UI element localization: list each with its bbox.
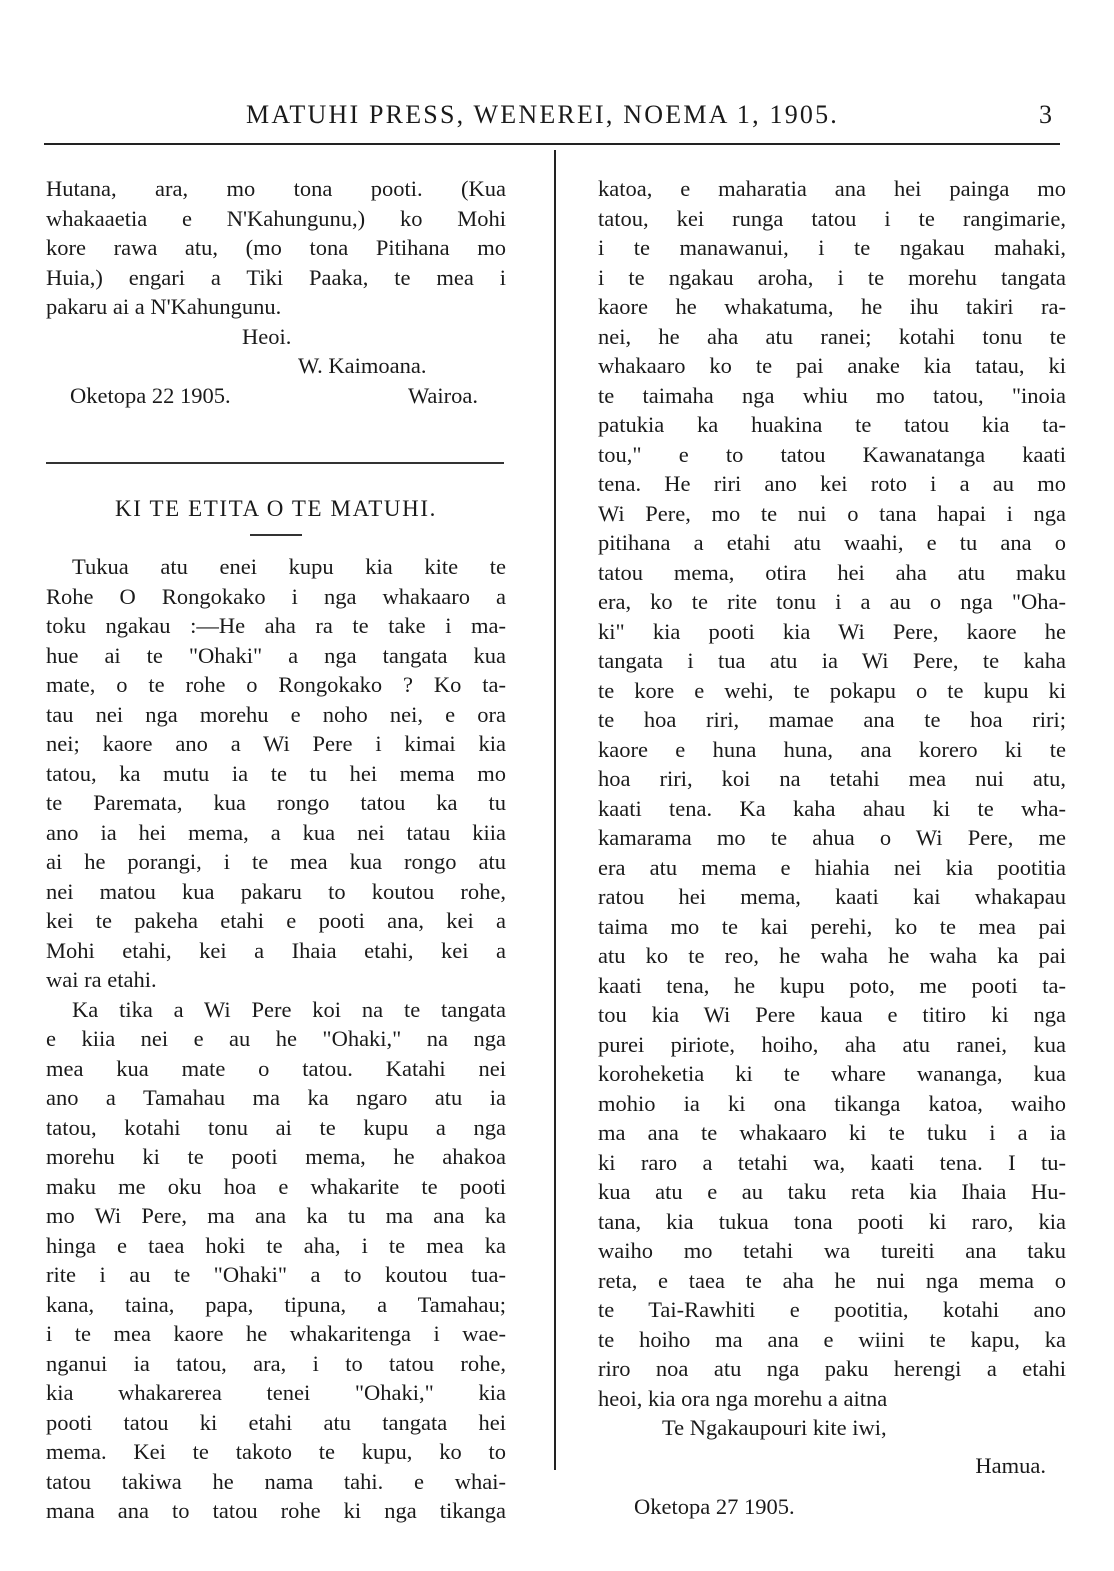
- text-line: kana, taina, papa, tipuna, a Tamahau;: [46, 1291, 506, 1317]
- text-line: kaore e huna huna, ana korero ki te: [598, 736, 1066, 762]
- right-column: [598, 174, 1066, 1522]
- text-line: pooti tatou ki etahi atu tangata hei: [46, 1409, 506, 1435]
- text-line: nganui ia tatou, ara, i to tatou rohe,: [46, 1350, 506, 1376]
- text-line: tana, kia tukua tona pooti ki raro, kia: [598, 1208, 1066, 1234]
- text-line: ki raro a tetahi wa, kaati tena. I tu-: [598, 1149, 1066, 1175]
- letter-closing: Heoi.: [242, 323, 292, 349]
- text-line: Hutana, ara, mo tona pooti. (Kua: [46, 176, 506, 201]
- text-line: heoi, kia ora nga morehu a aitna: [598, 1385, 888, 1411]
- paragraph-2: [46, 995, 506, 1526]
- letter-kaimoana: [46, 174, 506, 410]
- text-line: kei te pakeha etahi e pooti ana, kei a: [46, 908, 506, 933]
- text-line: te hoiho ma ana e wiini te kapu, ka: [598, 1326, 1066, 1352]
- text-line: te taimaha nga whiu mo tatou, "inoia: [598, 382, 1066, 408]
- text-line: tatou, kotahi tonu ai te kupu a nga: [46, 1114, 506, 1140]
- text-line: hinga e taea hoki te aha, i te mea ka: [46, 1232, 506, 1258]
- text-line: i te mea kaore he whakaritenga i wae-: [46, 1321, 506, 1346]
- text-line: tatou mema, otira hei aha atu maku: [598, 559, 1066, 585]
- text-line: Wi Pere, mo te nui o tana hapai i nga: [598, 500, 1066, 526]
- text-line: e kiia nei e au he "Ohaki," na nga: [46, 1026, 506, 1051]
- text-line: kore rawa atu, (mo tona Pitihana mo: [46, 235, 506, 260]
- text-line: kaore he whakatuma, he ihu takiri ra-: [598, 294, 1066, 319]
- text-line: tangata i tua atu ia Wi Pere, te kaha: [598, 648, 1066, 673]
- text-line: ano ia hei mema, a kua nei tatau kiia: [46, 819, 506, 845]
- letter-dateline: [46, 381, 506, 411]
- column-divider: [554, 150, 556, 1470]
- text-line: kia whakarerea tenei "Ohaki," kia: [46, 1380, 506, 1405]
- text-line: mema. Kei te takoto te kupu, ko to: [46, 1439, 506, 1464]
- text-line: whakaaetia e N'Kahungunu,) ko Mohi: [46, 205, 506, 231]
- text-line: morehu ki te pooti mema, he ahakoa: [46, 1144, 506, 1169]
- header-rule: [44, 143, 1060, 145]
- text-line: mo Wi Pere, ma ana ka tu ma ana ka: [46, 1203, 506, 1228]
- page-number: 3: [1039, 100, 1052, 129]
- text-line: patukia ka huakina te tatou kia ta-: [598, 412, 1066, 437]
- text-line: i te ngakau aroha, i te morehu tangata: [598, 264, 1066, 290]
- text-line: tau nei nga morehu e noho nei, e ora: [46, 701, 506, 727]
- text-line: te hoa riri, mamae ana te hoa riri;: [598, 707, 1066, 732]
- text-line: Rohe O Rongokako i nga whakaaro a: [46, 583, 506, 609]
- text-line: waiho mo tetahi wa tureiti ana taku: [598, 1238, 1066, 1263]
- text-line: atu ko te reo, he waha he waha ka pai: [598, 943, 1066, 968]
- text-line: nei matou kua pakaru to koutou rohe,: [46, 878, 506, 904]
- text-line: purei piriote, hoiho, aha atu ranei, kua: [598, 1031, 1066, 1057]
- text-line: tena. He riri ano kei roto i a au mo: [598, 471, 1066, 496]
- text-line: tatou, kei runga tatou i te rangimarie,: [598, 205, 1066, 231]
- text-line: te kore e wehi, te pokapu o te kupu ki: [598, 677, 1066, 703]
- text-line: mohio ia ki ona tikanga katoa, waiho: [598, 1090, 1066, 1116]
- text-line: mate, o te rohe o Rongokako ? Ko ta-: [46, 672, 506, 697]
- letter-date: Oketopa 27 1905.: [634, 1494, 795, 1519]
- text-line: nei, he aha atu ranei; kotahi tonu te: [598, 323, 1066, 349]
- text-line: tatou, ka mutu ia te tu hei mema mo: [46, 760, 506, 786]
- letter-closing: Te Ngakaupouri kite iwi,: [662, 1415, 887, 1440]
- text-line: te Tai-Rawhiti e pootitia, kotahi ano: [598, 1297, 1066, 1322]
- text-line: riro noa atu nga paku herengi a etahi: [598, 1356, 1066, 1381]
- text-line: i te manawanui, i te ngakau mahaki,: [598, 235, 1066, 260]
- text-line: era, ko te rite tonu i a au o nga "Oha-: [598, 589, 1066, 614]
- text-line: ano a Tamahau ma ka ngaro atu ia: [46, 1085, 506, 1110]
- text-line: te Paremata, kua rongo tatou ka tu: [46, 790, 506, 815]
- left-column: [46, 174, 506, 1526]
- text-line: kua atu e au taku reta kia Ihaia Hu-: [598, 1179, 1066, 1204]
- text-line: kaati tena. Ka kaha ahau ki te wha-: [598, 795, 1066, 821]
- text-line: nei; kaore ano a Wi Pere i kimai kia: [46, 731, 506, 756]
- text-line: koroheketia ki te whare wananga, kua: [598, 1061, 1066, 1086]
- letter-signature: Hamua.: [975, 1452, 1046, 1478]
- page-header: [40, 96, 1070, 140]
- text-line: toku ngakau :—He aha ra te take i ma-: [46, 613, 506, 638]
- text-line: Ka tika a Wi Pere koi na te tangata: [72, 996, 506, 1022]
- text-line: kaati tena, he kupu poto, me pooti ta-: [598, 972, 1066, 998]
- headline-rule: [250, 534, 302, 536]
- text-line: era atu mema e hiahia nei kia pootitia: [598, 854, 1066, 880]
- text-line: pakaru ai a N'Kahungunu.: [46, 294, 282, 319]
- text-line: reta, e taea te aha he nui nga mema o: [598, 1267, 1066, 1293]
- letter-signature: W. Kaimoana.: [298, 353, 427, 378]
- paragraph-1: [46, 552, 506, 995]
- text-line: ai he porangi, i te mea kua rongo atu: [46, 849, 506, 874]
- text-line: Mohi etahi, kei a Ihaia etahi, kei a: [46, 937, 506, 963]
- text-line: ki" kia pooti kia Wi Pere, kaore he: [598, 618, 1066, 644]
- letter-place: Wairoa.: [407, 382, 478, 408]
- text-line: tou kia Wi Pere kaua e titiro ki nga: [598, 1002, 1066, 1027]
- paragraph-continued: [598, 174, 1066, 1413]
- newspaper-title: MATUHI PRESS, WENEREI, NOEMA 1, 1905.: [246, 100, 839, 129]
- letter-date: Oketopa 22 1905.: [70, 382, 231, 408]
- text-line: katoa, e maharatia ana hei painga mo: [598, 176, 1066, 201]
- text-line: tou," e to tatou Kawanatanga kaati: [598, 441, 1066, 467]
- text-line: pitihana a etahi atu waahi, e tu ana o: [598, 530, 1066, 555]
- text-line: tatou takiwa he nama tahi. e whai-: [46, 1468, 506, 1494]
- text-line: mea kua mate o tatou. Katahi nei: [46, 1055, 506, 1081]
- text-line: taima mo te kai perehi, ko te mea pai: [598, 913, 1066, 939]
- text-line: mana ana to tatou rohe ki nga tikanga: [46, 1498, 506, 1523]
- article-headline: KI TE ETITA O TE MATUHI.: [115, 496, 437, 521]
- section-rule: [46, 462, 504, 464]
- text-line: maku me oku hoa e whakarite te pooti: [46, 1173, 506, 1199]
- text-line: rite i au te "Ohaki" a to koutou tua-: [46, 1262, 506, 1287]
- text-line: Tukua atu enei kupu kia kite te: [72, 554, 506, 579]
- text-line: hoa riri, koi na tetahi mea nui atu,: [598, 766, 1066, 791]
- text-line: hue ai te "Ohaki" a nga tangata kua: [46, 642, 506, 668]
- text-line: kamarama mo te ahua o Wi Pere, me: [598, 825, 1066, 850]
- text-line: ratou hei mema, kaati kai whakapau: [598, 884, 1066, 909]
- text-line: Huia,) engari a Tiki Paaka, te mea i: [46, 264, 506, 290]
- text-line: wai ra etahi.: [46, 967, 157, 992]
- text-line: ma ana te whakaaro ki te tuku i a ia: [598, 1120, 1066, 1145]
- text-line: whakaaro ko te pai anake kia tatau, ki: [598, 353, 1066, 378]
